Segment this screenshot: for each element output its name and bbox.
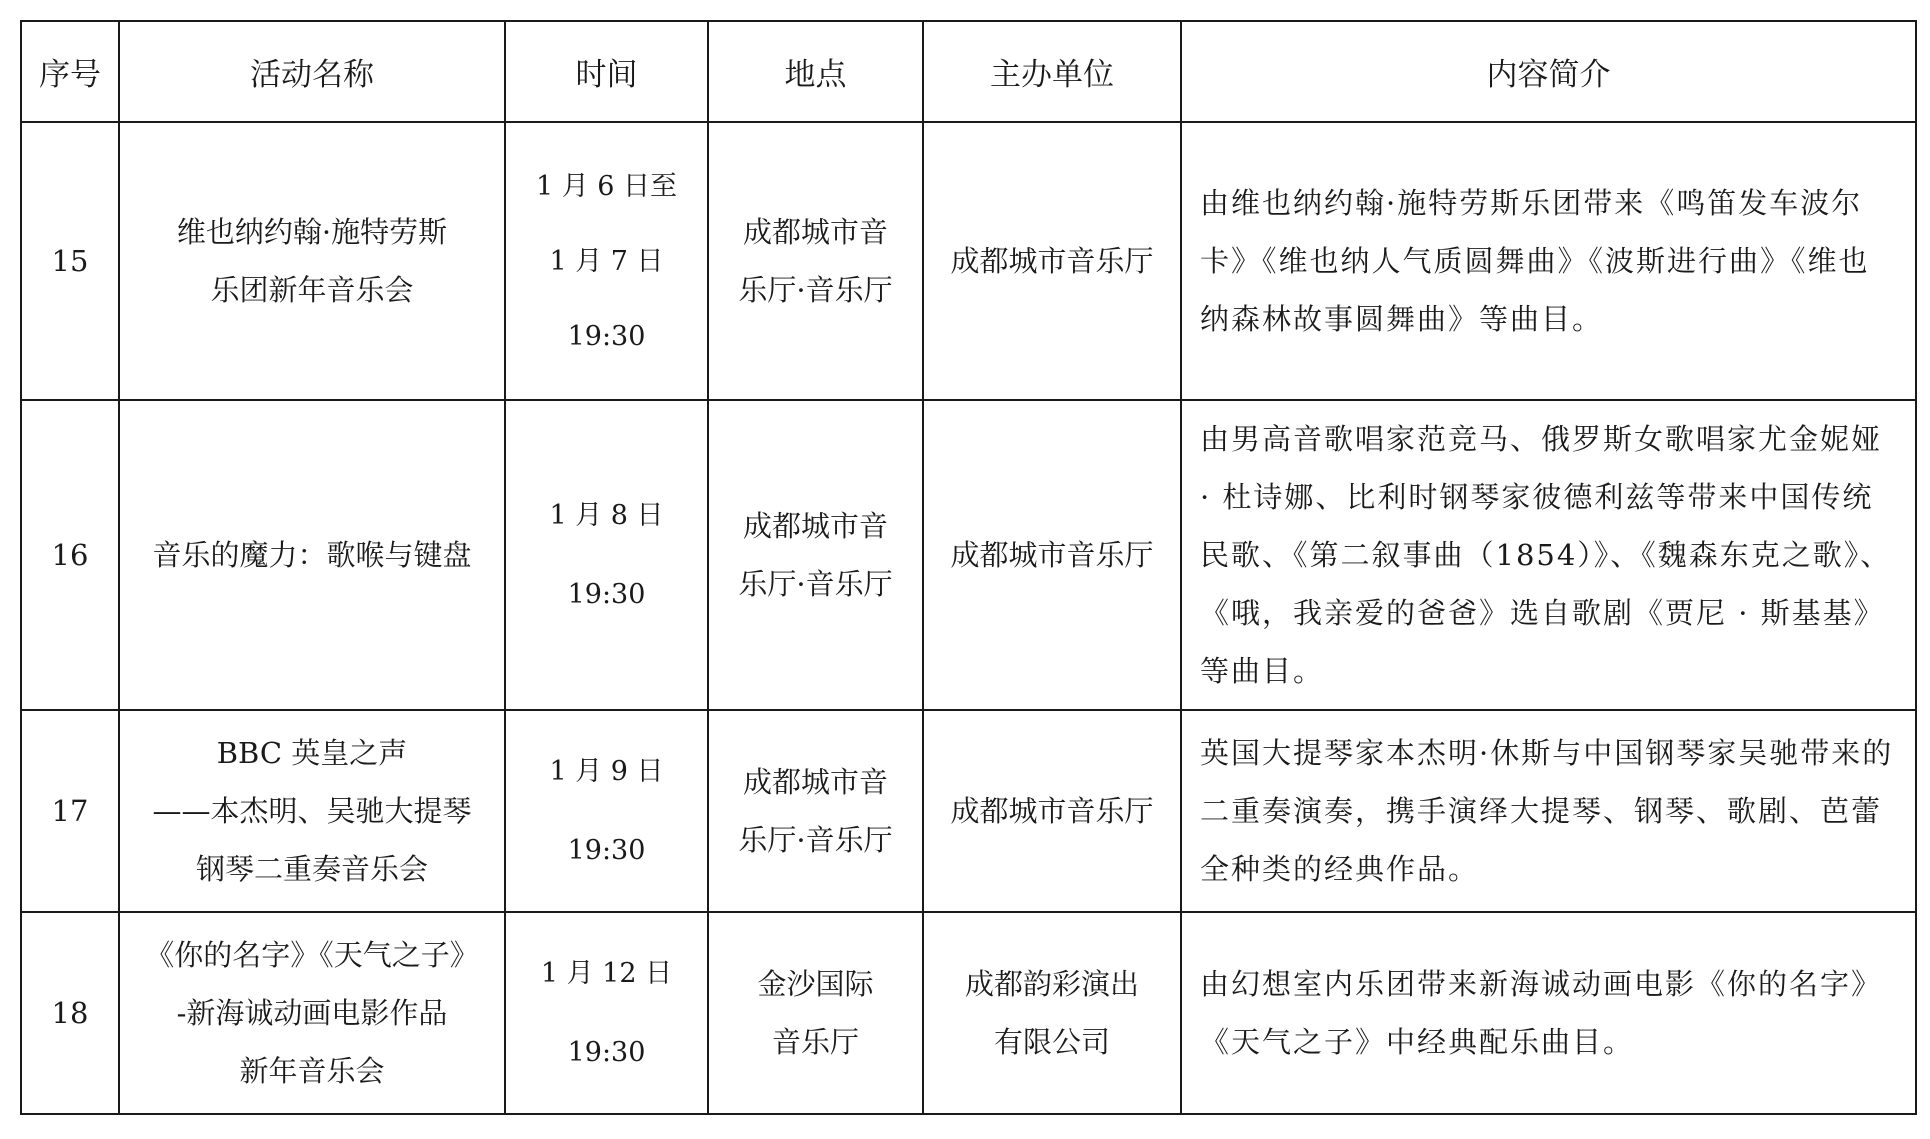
row-time-line: 19:30	[567, 579, 646, 610]
row-intro: 由幻想室内乐团带来新海诚动画电影《你的名字》《天气之子》中经典配乐曲目。	[1181, 912, 1916, 1114]
row-name-line: 新年音乐会	[239, 1054, 385, 1088]
row-time-line: 19:30	[567, 320, 646, 352]
row-organizer-line: 有限公司	[993, 1025, 1110, 1059]
row-venue	[708, 912, 923, 1114]
row-name-line: 乐团新年音乐会	[210, 273, 414, 307]
row-time-line: 1 月 7 日	[549, 245, 664, 277]
row-name-line: BBC 英皇之声	[216, 736, 408, 770]
row-seq: 18	[21, 912, 119, 1114]
table-row	[21, 122, 1916, 400]
row-seq: 17	[21, 710, 119, 912]
event-table-container	[20, 20, 1915, 1115]
row-name-line: -新海诚动画电影作品	[176, 996, 448, 1030]
row-name	[119, 122, 505, 400]
row-name-line: ——本杰明、吴驰大提琴	[152, 794, 472, 828]
table-row	[21, 912, 1916, 1114]
row-organizer-line: 成都城市音乐厅	[950, 244, 1154, 278]
table-header-row	[21, 21, 1916, 122]
row-intro: 英国大提琴家本杰明·休斯与中国钢琴家吴驰带来的二重奏演奏，携手演绎大提琴、钢琴、歌剧、芭蕾全种类的经典作品。	[1181, 710, 1916, 912]
row-venue-line: 乐厅·音乐厅	[738, 823, 893, 857]
row-time-line: 1 月 8 日	[549, 500, 664, 531]
row-seq: 15	[21, 122, 119, 400]
row-organizer	[923, 912, 1181, 1114]
row-venue-line: 成都城市音	[742, 509, 888, 543]
row-intro: 由男高音歌唱家范竞马、俄罗斯女歌唱家尤金妮娅 · 杜诗娜、比利时钢琴家彼德利兹等带来中国传统民歌、《第二叙事曲（1854）》、《魏森东克之歌》、《哦，我亲爱的爸爸》选自歌剧《贾尼 · 斯基基》等曲目。	[1181, 400, 1916, 710]
row-name	[119, 710, 505, 912]
row-organizer-line: 成都韵彩演出	[964, 967, 1139, 1001]
row-name-line: 《你的名字》《天气之子》	[145, 938, 479, 972]
row-time-line: 19:30	[567, 835, 646, 866]
row-venue-line: 金沙国际	[757, 967, 874, 1001]
row-time-line: 1 月 6 日至	[535, 170, 678, 202]
row-venue	[708, 400, 923, 710]
row-organizer	[923, 122, 1181, 400]
row-organizer	[923, 710, 1181, 912]
row-organizer	[923, 400, 1181, 710]
row-name-line: 音乐的魔力：歌喉与键盘	[152, 538, 472, 572]
row-time-line: 1 月 12 日	[540, 958, 673, 989]
row-seq: 16	[21, 400, 119, 710]
row-intro: 由维也纳约翰·施特劳斯乐团带来《鸣笛发车波尔卡》《维也纳人气质圆舞曲》《波斯进行曲》《维也纳森林故事圆舞曲》等曲目。	[1181, 122, 1916, 400]
row-time	[505, 122, 708, 400]
table-row	[21, 400, 1916, 710]
row-time-line: 1 月 9 日	[549, 756, 664, 787]
row-name	[119, 400, 505, 710]
header-seq: 序号	[21, 21, 119, 122]
row-time	[505, 400, 708, 710]
row-name	[119, 912, 505, 1114]
row-time-line: 19:30	[567, 1037, 646, 1068]
row-venue-line: 乐厅·音乐厅	[738, 567, 893, 601]
row-time	[505, 710, 708, 912]
header-organizer: 主办单位	[923, 21, 1181, 122]
table-row	[21, 710, 1916, 912]
event-table	[20, 20, 1917, 1115]
header-intro: 内容简介	[1181, 21, 1916, 122]
row-name-line: 维也纳约翰·施特劳斯	[176, 215, 448, 249]
header-time: 时间	[505, 21, 708, 122]
row-organizer-line: 成都城市音乐厅	[950, 538, 1154, 572]
row-venue	[708, 710, 923, 912]
row-time	[505, 912, 708, 1114]
row-venue-line: 成都城市音	[742, 765, 888, 799]
row-venue-line: 音乐厅	[771, 1025, 859, 1059]
row-venue	[708, 122, 923, 400]
row-name-line: 钢琴二重奏音乐会	[195, 852, 428, 886]
row-venue-line: 乐厅·音乐厅	[738, 273, 893, 307]
header-venue: 地点	[708, 21, 923, 122]
row-venue-line: 成都城市音	[742, 215, 888, 249]
row-organizer-line: 成都城市音乐厅	[950, 794, 1154, 828]
header-name: 活动名称	[119, 21, 505, 122]
